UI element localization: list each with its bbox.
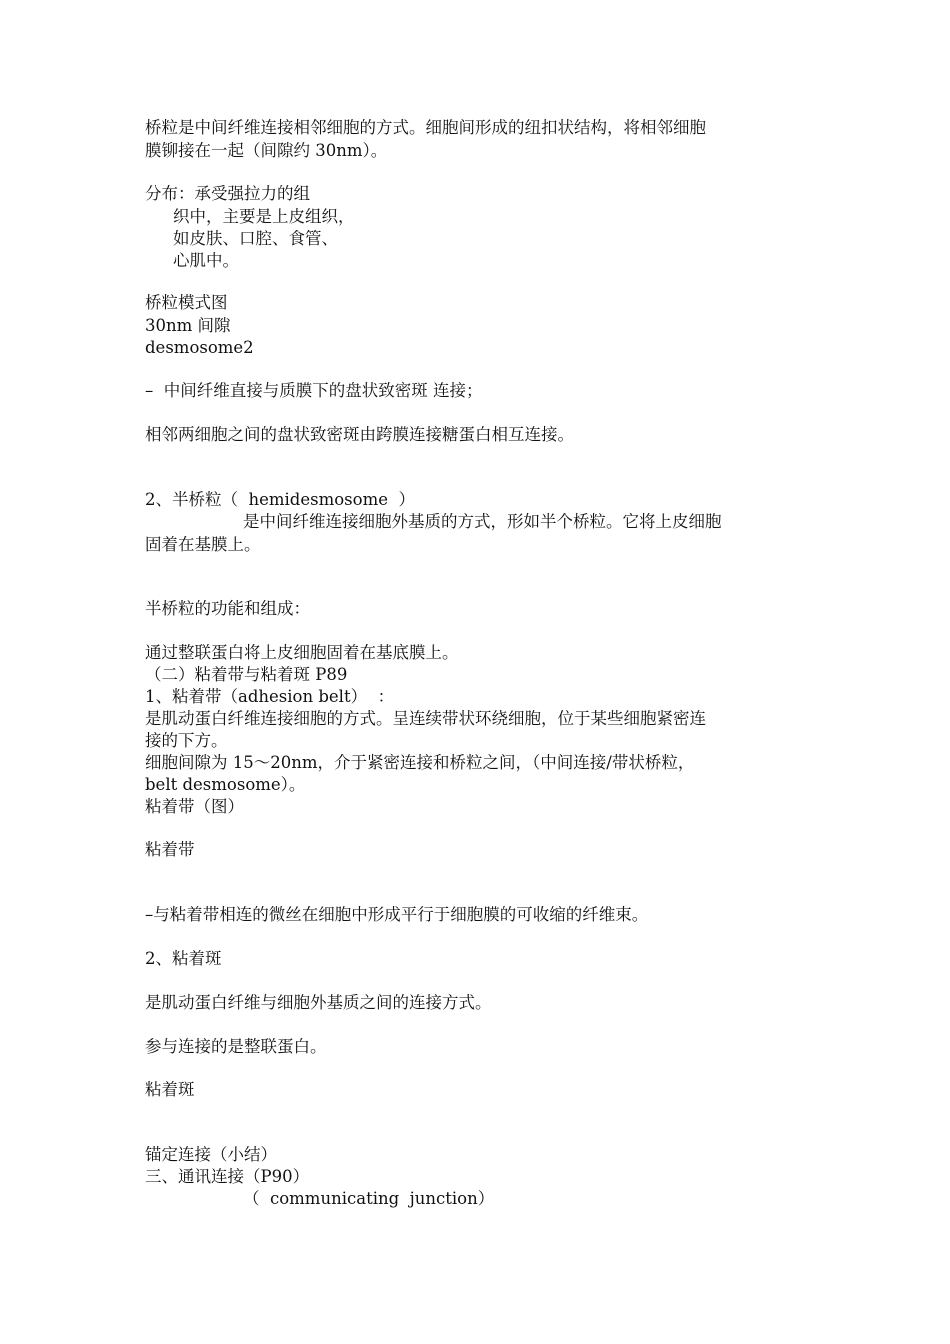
adhesion-plaque-desc: 是肌动蛋白纤维与细胞外基质之间的连接方式。 xyxy=(145,993,492,1012)
hemidesmosome-function: 通过整联蛋白将上皮细胞固着在基底膜上。 xyxy=(145,643,459,662)
section-three-heading: 三、通讯连接（P90） xyxy=(145,1167,310,1186)
hemidesmosome-heading: 2、半桥粒（ hemidesmosome ） xyxy=(145,490,415,509)
figure-name: desmosome2 xyxy=(145,338,254,357)
adhesion-belt-figure: 粘着带（图） xyxy=(145,797,244,816)
microfilament-note: –与粘着带相连的微丝在细胞中形成平行于细胞膜的可收缩的纤维束。 xyxy=(145,905,649,924)
desmosome-intro-line-2: 膜铆接在一起（间隙约 30nm）。 xyxy=(145,141,388,160)
adhesion-belt-gap-line-1: 细胞间隙为 15～20nm，介于紧密连接和桥粒之间，（中间连接/带状桥粒， xyxy=(145,753,695,772)
adhesion-belt-gap-line-2: belt desmosome）。 xyxy=(145,775,306,794)
adhesion-plaque-label: 粘着斑 xyxy=(145,1080,195,1099)
distribution-line-4: 心肌中。 xyxy=(173,251,239,270)
adhesion-belt-label: 粘着带 xyxy=(145,840,195,859)
point-1: – 中间纤维直接与质膜下的盘状致密斑 连接； xyxy=(145,381,483,400)
section-two-heading: （二）粘着带与粘着斑 P89 xyxy=(145,665,348,684)
hemidesmosome-function-heading: 半桥粒的功能和组成： xyxy=(145,599,310,618)
communicating-junction: （ communicating junction） xyxy=(243,1189,495,1208)
distribution-line-3: 如皮肤、口腔、食管、 xyxy=(173,229,338,248)
hemidesmosome-desc-line-2: 固着在基膜上。 xyxy=(145,535,261,554)
integrin-note: 参与连接的是整联蛋白。 xyxy=(145,1037,327,1056)
desmosome-intro-line-1: 桥粒是中间纤维连接相邻细胞的方式。细胞间形成的纽扣状结构，将相邻细胞 xyxy=(145,118,706,137)
adhesion-plaque-heading: 2、粘着斑 xyxy=(145,949,222,968)
anchoring-summary: 锚定连接（小结） xyxy=(145,1145,277,1164)
figure-gap-label: 30nm 间隙 xyxy=(145,316,231,335)
distribution-line-1: 分布：承受强拉力的组 xyxy=(145,184,310,203)
hemidesmosome-desc-line-1: 是中间纤维连接细胞外基质的方式，形如半个桥粒。它将上皮细胞 xyxy=(243,512,722,531)
adhesion-belt-desc-line-2: 接的下方。 xyxy=(145,731,228,750)
point-2: 相邻两细胞之间的盘状致密斑由跨膜连接糖蛋白相互连接。 xyxy=(145,425,574,444)
adhesion-belt-desc-line-1: 是肌动蛋白纤维连接细胞的方式。呈连续带状环绕细胞，位于某些细胞紧密连 xyxy=(145,709,706,728)
distribution-line-2: 织中，主要是上皮组织， xyxy=(173,207,355,226)
figure-title: 桥粒模式图 xyxy=(145,293,228,312)
adhesion-belt-heading: 1、粘着带（adhesion belt） ： xyxy=(145,687,395,706)
